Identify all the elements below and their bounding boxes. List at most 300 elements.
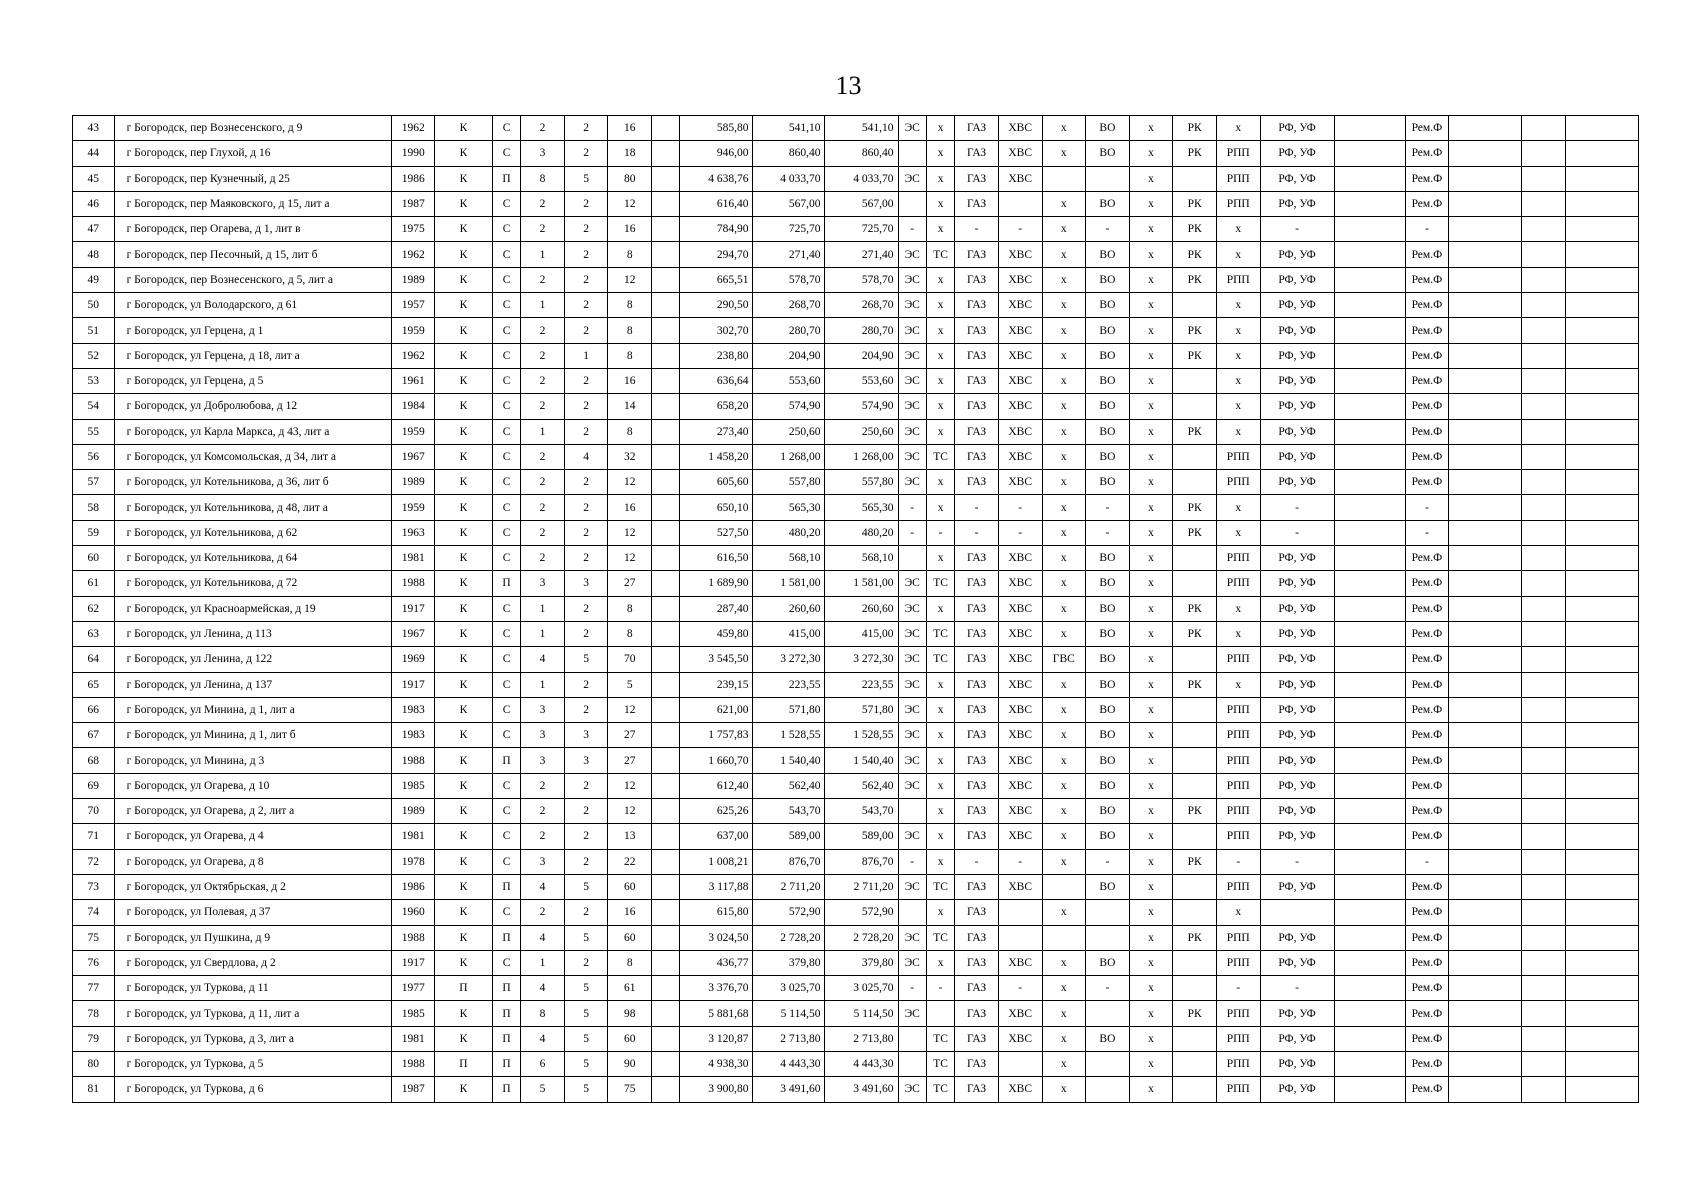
- cell-entrances: 2: [521, 368, 565, 393]
- cell-sewerage: ВО: [1086, 293, 1130, 318]
- cell-repair-mark: РК: [1173, 419, 1217, 444]
- cell-repair-types: РФ, УФ: [1260, 925, 1334, 950]
- cell-entrances: 1: [521, 242, 565, 267]
- cell-wall-type-a: К: [435, 571, 493, 596]
- cell-total-area: 637,00: [680, 824, 753, 849]
- cell-floors: 2: [564, 217, 608, 242]
- cell-reserved-a: [652, 748, 680, 773]
- cell-repair-mark: [1173, 368, 1217, 393]
- cell-reserved-b: [1334, 293, 1405, 318]
- cell-reserved-d: [1522, 394, 1566, 419]
- cell-row-number: 81: [73, 1077, 115, 1102]
- cell-apartments-area: 562,40: [825, 773, 898, 798]
- cell-row-number: 75: [73, 925, 115, 950]
- cell-living-area: 3 025,70: [753, 976, 825, 1001]
- cell-rpp: РПП: [1216, 166, 1260, 191]
- cell-total-area: 3 117,88: [680, 874, 753, 899]
- cell-living-area: 543,70: [753, 799, 825, 824]
- cell-reserved-e: [1565, 571, 1638, 596]
- cell-reserved-d: [1522, 697, 1566, 722]
- cell-entrances: 4: [521, 647, 565, 672]
- cell-apartments: 32: [608, 444, 652, 469]
- cell-heating: х: [926, 116, 954, 141]
- cell-year-built: 1967: [392, 444, 435, 469]
- cell-reserved-e: [1565, 900, 1638, 925]
- cell-reserved-a: [652, 293, 680, 318]
- cell-rpp: РПП: [1216, 470, 1260, 495]
- cell-reserved-a: [652, 394, 680, 419]
- cell-cold-water: ХВС: [998, 824, 1042, 849]
- cell-electricity: [898, 799, 926, 824]
- cell-repair-mark: РК: [1173, 191, 1217, 216]
- cell-address: г Богородск, ул Огарева, д 4: [114, 824, 392, 849]
- cell-year-built: 1986: [392, 166, 435, 191]
- cell-reserved-c: [1449, 217, 1522, 242]
- cell-address: г Богородск, ул Карла Маркса, д 43, лит а: [114, 419, 392, 444]
- cell-entrances: 2: [521, 217, 565, 242]
- table-row: [73, 419, 1639, 444]
- cell-entrances: 2: [521, 116, 565, 141]
- cell-apartments-area: 3 272,30: [825, 647, 898, 672]
- cell-reserved-e: [1565, 1077, 1638, 1102]
- cell-row-number: 77: [73, 976, 115, 1001]
- cell-apartments-area: 568,10: [825, 546, 898, 571]
- cell-repair-types: РФ, УФ: [1260, 874, 1334, 899]
- table-row: [73, 672, 1639, 697]
- cell-living-area: 480,20: [753, 520, 825, 545]
- cell-cold-water: ХВС: [998, 874, 1042, 899]
- cell-year-built: 1963: [392, 520, 435, 545]
- cell-cold-water: ХВС: [998, 621, 1042, 646]
- cell-rpp: РПП: [1216, 444, 1260, 469]
- cell-wall-type-b: С: [492, 950, 520, 975]
- cell-cold-water: ХВС: [998, 293, 1042, 318]
- cell-hot-water: х: [1042, 824, 1086, 849]
- cell-repair-mark: [1173, 470, 1217, 495]
- cell-cold-water: -: [998, 217, 1042, 242]
- cell-floors: 5: [564, 1001, 608, 1026]
- cell-repair-types: -: [1260, 520, 1334, 545]
- cell-address: г Богородск, пер Вознесенского, д 9: [114, 116, 392, 141]
- cell-heating: х: [926, 723, 954, 748]
- cell-repair-types: РФ, УФ: [1260, 621, 1334, 646]
- cell-floors: 2: [564, 419, 608, 444]
- cell-entrances: 2: [521, 343, 565, 368]
- cell-year-built: 1962: [392, 343, 435, 368]
- cell-mark-a: х: [1129, 874, 1173, 899]
- cell-apartments: 80: [608, 166, 652, 191]
- cell-wall-type-a: К: [435, 1026, 493, 1051]
- cell-electricity: ЭС: [898, 723, 926, 748]
- cell-sewerage: [1086, 925, 1130, 950]
- cell-reserved-a: [652, 191, 680, 216]
- cell-address: г Богородск, ул Минина, д 1, лит а: [114, 697, 392, 722]
- cell-wall-type-a: К: [435, 596, 493, 621]
- cell-total-area: 621,00: [680, 697, 753, 722]
- cell-row-number: 63: [73, 621, 115, 646]
- cell-reserved-a: [652, 824, 680, 849]
- cell-living-area: 2 728,20: [753, 925, 825, 950]
- cell-reserved-c: [1449, 900, 1522, 925]
- cell-hot-water: х: [1042, 849, 1086, 874]
- cell-apartments-area: 204,90: [825, 343, 898, 368]
- cell-repair-types: РФ, УФ: [1260, 116, 1334, 141]
- cell-year-built: 1983: [392, 697, 435, 722]
- cell-wall-type-b: С: [492, 495, 520, 520]
- cell-heating: ТС: [926, 647, 954, 672]
- cell-repair-fund: Рем.Ф: [1405, 419, 1449, 444]
- cell-floors: 5: [564, 647, 608, 672]
- cell-reserved-b: [1334, 546, 1405, 571]
- cell-entrances: 1: [521, 596, 565, 621]
- table-row: [73, 520, 1639, 545]
- cell-row-number: 72: [73, 849, 115, 874]
- cell-wall-type-a: К: [435, 950, 493, 975]
- cell-repair-types: РФ, УФ: [1260, 368, 1334, 393]
- cell-repair-mark: [1173, 1077, 1217, 1102]
- cell-reserved-a: [652, 318, 680, 343]
- cell-address: г Богородск, ул Комсомольская, д 34, лит а: [114, 444, 392, 469]
- table-row: [73, 394, 1639, 419]
- cell-repair-fund: Рем.Ф: [1405, 318, 1449, 343]
- cell-reserved-e: [1565, 191, 1638, 216]
- cell-apartments: 60: [608, 1026, 652, 1051]
- cell-entrances: 3: [521, 571, 565, 596]
- cell-electricity: ЭС: [898, 293, 926, 318]
- cell-wall-type-b: П: [492, 925, 520, 950]
- cell-gas: ГАЗ: [955, 900, 999, 925]
- cell-apartments-area: 876,70: [825, 849, 898, 874]
- cell-cold-water: ХВС: [998, 166, 1042, 191]
- cell-gas: ГАЗ: [955, 697, 999, 722]
- cell-repair-mark: РК: [1173, 1001, 1217, 1026]
- cell-reserved-e: [1565, 293, 1638, 318]
- cell-cold-water: -: [998, 495, 1042, 520]
- cell-reserved-e: [1565, 419, 1638, 444]
- cell-wall-type-a: К: [435, 697, 493, 722]
- cell-reserved-a: [652, 697, 680, 722]
- cell-apartments: 8: [608, 242, 652, 267]
- cell-year-built: 1977: [392, 976, 435, 1001]
- cell-reserved-c: [1449, 849, 1522, 874]
- table-row: [73, 1026, 1639, 1051]
- cell-wall-type-b: С: [492, 343, 520, 368]
- cell-reserved-d: [1522, 824, 1566, 849]
- cell-apartments: 98: [608, 1001, 652, 1026]
- cell-total-area: 1 008,21: [680, 849, 753, 874]
- cell-reserved-d: [1522, 874, 1566, 899]
- cell-living-area: 2 713,80: [753, 1026, 825, 1051]
- cell-electricity: ЭС: [898, 242, 926, 267]
- cell-heating: х: [926, 267, 954, 292]
- table-row: [73, 495, 1639, 520]
- cell-reserved-c: [1449, 874, 1522, 899]
- cell-row-number: 65: [73, 672, 115, 697]
- cell-reserved-a: [652, 470, 680, 495]
- cell-apartments: 22: [608, 849, 652, 874]
- cell-total-area: 1 757,83: [680, 723, 753, 748]
- cell-wall-type-a: К: [435, 242, 493, 267]
- cell-reserved-a: [652, 520, 680, 545]
- cell-reserved-b: [1334, 1051, 1405, 1076]
- cell-reserved-b: [1334, 242, 1405, 267]
- cell-reserved-e: [1565, 697, 1638, 722]
- cell-apartments: 12: [608, 520, 652, 545]
- table-row: [73, 318, 1639, 343]
- cell-reserved-c: [1449, 647, 1522, 672]
- cell-reserved-c: [1449, 141, 1522, 166]
- cell-living-area: 415,00: [753, 621, 825, 646]
- cell-repair-fund: Рем.Ф: [1405, 470, 1449, 495]
- cell-reserved-b: [1334, 824, 1405, 849]
- cell-mark-a: х: [1129, 900, 1173, 925]
- cell-reserved-e: [1565, 723, 1638, 748]
- cell-reserved-c: [1449, 293, 1522, 318]
- cell-reserved-a: [652, 546, 680, 571]
- cell-total-area: 302,70: [680, 318, 753, 343]
- cell-hot-water: х: [1042, 116, 1086, 141]
- cell-electricity: ЭС: [898, 1077, 926, 1102]
- cell-year-built: 1975: [392, 217, 435, 242]
- cell-repair-types: РФ, УФ: [1260, 571, 1334, 596]
- cell-cold-water: ХВС: [998, 748, 1042, 773]
- cell-apartments: 12: [608, 267, 652, 292]
- cell-cold-water: ХВС: [998, 1026, 1042, 1051]
- cell-wall-type-a: К: [435, 444, 493, 469]
- cell-repair-types: РФ, УФ: [1260, 343, 1334, 368]
- cell-apartments-area: 3 491,60: [825, 1077, 898, 1102]
- cell-repair-mark: [1173, 697, 1217, 722]
- cell-floors: 2: [564, 242, 608, 267]
- cell-repair-mark: [1173, 1026, 1217, 1051]
- cell-wall-type-b: С: [492, 368, 520, 393]
- cell-floors: 4: [564, 444, 608, 469]
- cell-entrances: 6: [521, 1051, 565, 1076]
- cell-reserved-b: [1334, 874, 1405, 899]
- cell-wall-type-b: С: [492, 444, 520, 469]
- cell-year-built: 1969: [392, 647, 435, 672]
- cell-apartments-area: 541,10: [825, 116, 898, 141]
- cell-row-number: 61: [73, 571, 115, 596]
- cell-entrances: 3: [521, 849, 565, 874]
- cell-reserved-a: [652, 343, 680, 368]
- cell-heating: х: [926, 217, 954, 242]
- cell-cold-water: -: [998, 520, 1042, 545]
- cell-apartments-area: 415,00: [825, 621, 898, 646]
- cell-repair-types: [1260, 900, 1334, 925]
- cell-living-area: 1 581,00: [753, 571, 825, 596]
- cell-reserved-e: [1565, 874, 1638, 899]
- cell-reserved-c: [1449, 723, 1522, 748]
- cell-wall-type-b: С: [492, 419, 520, 444]
- cell-reserved-a: [652, 596, 680, 621]
- cell-row-number: 73: [73, 874, 115, 899]
- cell-repair-types: РФ, УФ: [1260, 166, 1334, 191]
- cell-apartments-area: 4 033,70: [825, 166, 898, 191]
- cell-heating: ТС: [926, 242, 954, 267]
- cell-wall-type-a: К: [435, 799, 493, 824]
- cell-apartments: 5: [608, 672, 652, 697]
- cell-reserved-e: [1565, 1001, 1638, 1026]
- cell-mark-a: х: [1129, 318, 1173, 343]
- cell-repair-mark: РК: [1173, 267, 1217, 292]
- cell-apartments: 18: [608, 141, 652, 166]
- cell-electricity: ЭС: [898, 267, 926, 292]
- cell-repair-mark: РК: [1173, 343, 1217, 368]
- cell-repair-fund: Рем.Ф: [1405, 697, 1449, 722]
- cell-repair-fund: Рем.Ф: [1405, 773, 1449, 798]
- cell-reserved-a: [652, 773, 680, 798]
- cell-address: г Богородск, пер Маяковского, д 15, лит а: [114, 191, 392, 216]
- cell-reserved-a: [652, 267, 680, 292]
- cell-apartments-area: 5 114,50: [825, 1001, 898, 1026]
- cell-wall-type-a: К: [435, 368, 493, 393]
- cell-sewerage: -: [1086, 849, 1130, 874]
- cell-gas: ГАЗ: [955, 470, 999, 495]
- cell-floors: 2: [564, 267, 608, 292]
- cell-apartments: 8: [608, 419, 652, 444]
- cell-apartments: 27: [608, 723, 652, 748]
- cell-heating: х: [926, 318, 954, 343]
- cell-reserved-b: [1334, 799, 1405, 824]
- cell-row-number: 79: [73, 1026, 115, 1051]
- cell-rpp: х: [1216, 419, 1260, 444]
- cell-repair-types: РФ, УФ: [1260, 672, 1334, 697]
- cell-mark-a: х: [1129, 343, 1173, 368]
- cell-cold-water: ХВС: [998, 419, 1042, 444]
- cell-hot-water: х: [1042, 1077, 1086, 1102]
- cell-reserved-d: [1522, 217, 1566, 242]
- cell-reserved-e: [1565, 116, 1638, 141]
- cell-electricity: ЭС: [898, 343, 926, 368]
- cell-wall-type-a: К: [435, 874, 493, 899]
- cell-cold-water: ХВС: [998, 697, 1042, 722]
- cell-apartments-area: 553,60: [825, 368, 898, 393]
- cell-living-area: 4 443,30: [753, 1051, 825, 1076]
- cell-row-number: 62: [73, 596, 115, 621]
- cell-wall-type-b: П: [492, 874, 520, 899]
- cell-reserved-a: [652, 900, 680, 925]
- cell-wall-type-a: К: [435, 723, 493, 748]
- cell-year-built: 1981: [392, 824, 435, 849]
- cell-living-area: 4 033,70: [753, 166, 825, 191]
- housing-register-table: [72, 115, 1639, 1103]
- cell-electricity: [898, 191, 926, 216]
- cell-total-area: 294,70: [680, 242, 753, 267]
- cell-cold-water: ХВС: [998, 647, 1042, 672]
- cell-hot-water: х: [1042, 799, 1086, 824]
- cell-floors: 2: [564, 368, 608, 393]
- cell-sewerage: ВО: [1086, 672, 1130, 697]
- cell-total-area: 616,40: [680, 191, 753, 216]
- cell-reserved-a: [652, 419, 680, 444]
- cell-gas: -: [955, 495, 999, 520]
- cell-reserved-b: [1334, 444, 1405, 469]
- cell-mark-a: х: [1129, 470, 1173, 495]
- cell-mark-a: х: [1129, 495, 1173, 520]
- cell-electricity: ЭС: [898, 394, 926, 419]
- cell-rpp: -: [1216, 976, 1260, 1001]
- cell-entrances: 2: [521, 799, 565, 824]
- cell-apartments-area: 725,70: [825, 217, 898, 242]
- cell-repair-fund: Рем.Ф: [1405, 621, 1449, 646]
- cell-repair-fund: Рем.Ф: [1405, 368, 1449, 393]
- cell-wall-type-a: К: [435, 394, 493, 419]
- cell-repair-fund: Рем.Ф: [1405, 1077, 1449, 1102]
- cell-repair-mark: РК: [1173, 799, 1217, 824]
- cell-entrances: 1: [521, 950, 565, 975]
- cell-total-area: 784,90: [680, 217, 753, 242]
- cell-address: г Богородск, пер Глухой, д 16: [114, 141, 392, 166]
- cell-reserved-e: [1565, 520, 1638, 545]
- cell-gas: ГАЗ: [955, 950, 999, 975]
- cell-row-number: 76: [73, 950, 115, 975]
- cell-reserved-a: [652, 368, 680, 393]
- cell-floors: 2: [564, 697, 608, 722]
- cell-repair-fund: Рем.Ф: [1405, 343, 1449, 368]
- cell-reserved-a: [652, 116, 680, 141]
- cell-wall-type-a: К: [435, 141, 493, 166]
- cell-floors: 2: [564, 596, 608, 621]
- cell-reserved-b: [1334, 925, 1405, 950]
- cell-rpp: РПП: [1216, 773, 1260, 798]
- cell-repair-fund: Рем.Ф: [1405, 596, 1449, 621]
- cell-reserved-a: [652, 976, 680, 1001]
- cell-year-built: 1987: [392, 1077, 435, 1102]
- cell-wall-type-b: С: [492, 723, 520, 748]
- cell-repair-fund: Рем.Ф: [1405, 672, 1449, 697]
- cell-address: г Богородск, ул Котельникова, д 72: [114, 571, 392, 596]
- cell-reserved-a: [652, 672, 680, 697]
- cell-mark-a: х: [1129, 242, 1173, 267]
- cell-repair-types: РФ, УФ: [1260, 141, 1334, 166]
- cell-reserved-c: [1449, 520, 1522, 545]
- cell-wall-type-b: П: [492, 1026, 520, 1051]
- cell-mark-a: х: [1129, 1077, 1173, 1102]
- cell-year-built: 1961: [392, 368, 435, 393]
- cell-entrances: 2: [521, 773, 565, 798]
- cell-cold-water: ХВС: [998, 318, 1042, 343]
- cell-total-area: 585,80: [680, 116, 753, 141]
- cell-floors: 2: [564, 191, 608, 216]
- cell-hot-water: х: [1042, 773, 1086, 798]
- cell-entrances: 2: [521, 444, 565, 469]
- cell-row-number: 52: [73, 343, 115, 368]
- cell-hot-water: х: [1042, 191, 1086, 216]
- cell-address: г Богородск, пер Кузнечный, д 25: [114, 166, 392, 191]
- cell-gas: ГАЗ: [955, 546, 999, 571]
- cell-total-area: 612,40: [680, 773, 753, 798]
- cell-year-built: 1960: [392, 900, 435, 925]
- cell-hot-water: х: [1042, 1001, 1086, 1026]
- cell-hot-water: х: [1042, 495, 1086, 520]
- cell-row-number: 45: [73, 166, 115, 191]
- cell-reserved-d: [1522, 900, 1566, 925]
- cell-reserved-b: [1334, 773, 1405, 798]
- cell-repair-fund: Рем.Ф: [1405, 293, 1449, 318]
- cell-repair-mark: [1173, 900, 1217, 925]
- cell-cold-water: ХВС: [998, 267, 1042, 292]
- cell-hot-water: х: [1042, 672, 1086, 697]
- cell-year-built: 1981: [392, 546, 435, 571]
- cell-mark-a: х: [1129, 191, 1173, 216]
- cell-wall-type-b: С: [492, 672, 520, 697]
- cell-gas: ГАЗ: [955, 824, 999, 849]
- cell-year-built: 1985: [392, 1001, 435, 1026]
- cell-wall-type-b: С: [492, 141, 520, 166]
- cell-electricity: ЭС: [898, 571, 926, 596]
- cell-floors: 5: [564, 1077, 608, 1102]
